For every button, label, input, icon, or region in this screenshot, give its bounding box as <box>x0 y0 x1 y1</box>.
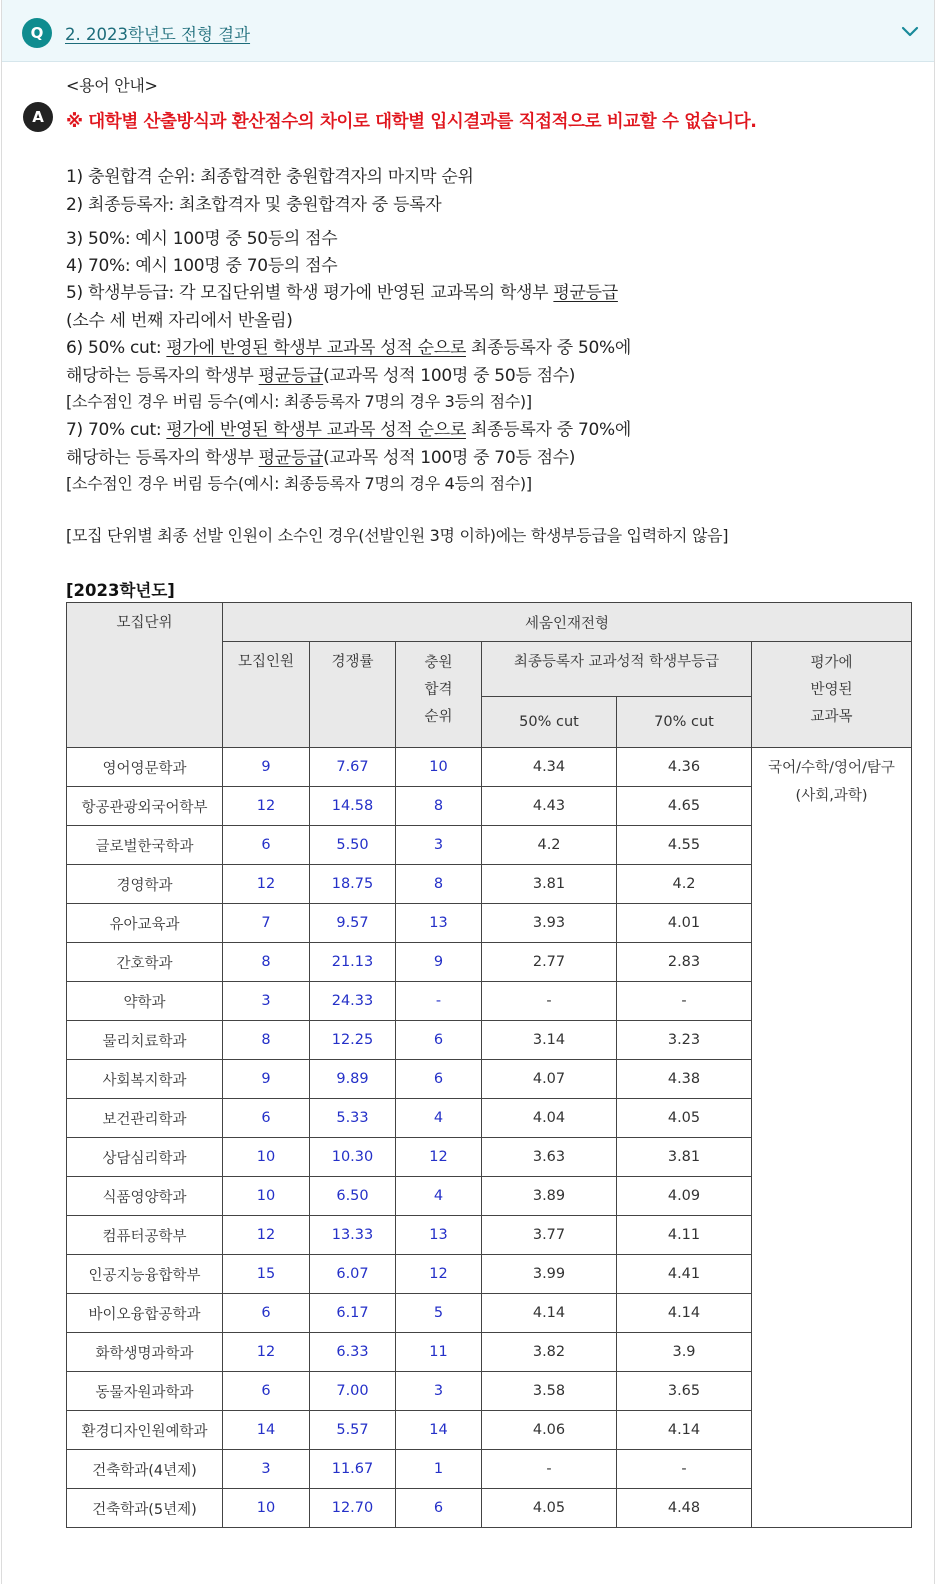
quota-cell: 6 <box>223 1372 310 1411</box>
cut50-cell: 3.89 <box>482 1177 617 1216</box>
unit-cell: 인공지능융합학부 <box>67 1255 223 1294</box>
rank-cell: 6 <box>396 1021 482 1060</box>
header-50cut: 50% cut <box>482 697 617 748</box>
definition-6: 6) 50% cut: 평가에 반영된 학생부 교과목 성적 순으로 최종등록자 중 50%에 <box>66 338 632 358</box>
definition-2: 2) 최종등록자: 최초합격자 및 충원합격자 중 등록자 <box>66 195 442 215</box>
quota-cell: 6 <box>223 1294 310 1333</box>
cut70-cell: 4.01 <box>617 904 752 943</box>
table-row <box>67 748 912 787</box>
rate-cell: 24.33 <box>310 982 396 1021</box>
rank-cell: 12 <box>396 1138 482 1177</box>
unit-cell: 보건관리학과 <box>67 1099 223 1138</box>
definition-5-note: (소수 세 번째 자리에서 반올림) <box>66 311 293 331</box>
question-title[interactable]: 2. 2023학년도 전형 결과 <box>65 25 251 44</box>
cut50-cell: 4.43 <box>482 787 617 826</box>
cut50-cell: 3.93 <box>482 904 617 943</box>
rate-cell: 6.07 <box>310 1255 396 1294</box>
rate-cell: 7.00 <box>310 1372 396 1411</box>
unit-cell: 항공관광외국어학부 <box>67 787 223 826</box>
quota-cell: 9 <box>223 1060 310 1099</box>
header-subject: 평가에 반영된 교과목 <box>752 642 912 748</box>
definition-7-cont: 해당하는 등록자의 학생부 평균등급(교과목 성적 100명 중 70등 점수) <box>66 448 576 468</box>
cut50-cell: 3.58 <box>482 1372 617 1411</box>
cut50-cell: 3.77 <box>482 1216 617 1255</box>
definition-7-note: [소수점인 경우 버림 등수(예시: 최종등록자 7명의 경우 4등의 점수)] <box>66 474 532 493</box>
quota-cell: 6 <box>223 826 310 865</box>
unit-cell: 컴퓨터공학부 <box>67 1216 223 1255</box>
rate-cell: 21.13 <box>310 943 396 982</box>
rank-cell: 8 <box>396 787 482 826</box>
header-grade: 최종등록자 교과성적 학생부등급 <box>482 642 752 697</box>
header-70cut: 70% cut <box>617 697 752 748</box>
unit-cell: 영어영문학과 <box>67 748 223 787</box>
unit-cell: 물리치료학과 <box>67 1021 223 1060</box>
cut70-cell: 4.14 <box>617 1294 752 1333</box>
results-table <box>66 602 912 1528</box>
rate-cell: 12.70 <box>310 1489 396 1528</box>
rank-cell: 13 <box>396 1216 482 1255</box>
rank-cell: 4 <box>396 1177 482 1216</box>
header-rate: 경쟁률 <box>310 642 396 748</box>
cut50-cell: 3.63 <box>482 1138 617 1177</box>
rank-cell: 3 <box>396 826 482 865</box>
quota-cell: 15 <box>223 1255 310 1294</box>
cut50-cell: 4.04 <box>482 1099 617 1138</box>
header-unit: 모집단위 <box>67 603 223 748</box>
rate-cell: 5.33 <box>310 1099 396 1138</box>
rate-cell: 6.50 <box>310 1177 396 1216</box>
definition-3: 3) 50%: 예시 100명 중 50등의 점수 <box>66 229 338 249</box>
cut70-cell: 4.65 <box>617 787 752 826</box>
cut70-cell: 3.65 <box>617 1372 752 1411</box>
rank-cell: 6 <box>396 1489 482 1528</box>
rank-cell: 8 <box>396 865 482 904</box>
rate-cell: 5.57 <box>310 1411 396 1450</box>
quota-cell: 8 <box>223 1021 310 1060</box>
rate-cell: 6.33 <box>310 1333 396 1372</box>
question-badge: Q <box>22 18 52 48</box>
definition-7: 7) 70% cut: 평가에 반영된 학생부 교과목 성적 순으로 최종등록자 중 70%에 <box>66 420 632 440</box>
rank-cell: 11 <box>396 1333 482 1372</box>
rate-cell: 18.75 <box>310 865 396 904</box>
cut70-cell: 4.38 <box>617 1060 752 1099</box>
answer-badge: A <box>23 102 53 132</box>
rate-cell: 7.67 <box>310 748 396 787</box>
cut50-cell: - <box>482 1450 617 1489</box>
quota-cell: 12 <box>223 1333 310 1372</box>
definition-5: 5) 학생부등급: 각 모집단위별 학생 평가에 반영된 교과목의 학생부 평균등급 <box>66 283 618 303</box>
cut70-cell: 3.81 <box>617 1138 752 1177</box>
definition-1: 1) 충원합격 순위: 최종합격한 충원합격자의 마지막 순위 <box>66 167 474 187</box>
quota-cell: 12 <box>223 865 310 904</box>
year-heading: [2023학년도] <box>66 581 175 600</box>
cut70-cell: 4.48 <box>617 1489 752 1528</box>
cut70-cell: 2.83 <box>617 943 752 982</box>
rate-cell: 5.50 <box>310 826 396 865</box>
cut50-cell: 4.05 <box>482 1489 617 1528</box>
subject-cell: 국어/수학/영어/탐구 (사회,과학) <box>752 748 912 1528</box>
rate-cell: 12.25 <box>310 1021 396 1060</box>
rate-cell: 6.17 <box>310 1294 396 1333</box>
header-rank: 충원 합격 순위 <box>396 642 482 748</box>
cut70-cell: 4.11 <box>617 1216 752 1255</box>
cut70-cell: 4.36 <box>617 748 752 787</box>
quota-cell: 14 <box>223 1411 310 1450</box>
rank-cell: 10 <box>396 748 482 787</box>
cut50-cell: 4.07 <box>482 1060 617 1099</box>
warning-text: ※ 대학별 산출방식과 환산점수의 차이로 대학별 입시결과를 직접적으로 비교할 수 없습니다. <box>66 112 757 132</box>
unit-cell: 건축학과(5년제) <box>67 1489 223 1528</box>
cut50-cell: 3.14 <box>482 1021 617 1060</box>
quota-cell: 7 <box>223 904 310 943</box>
rank-cell: - <box>396 982 482 1021</box>
unit-cell: 글로벌한국학과 <box>67 826 223 865</box>
unit-cell: 바이오융합공학과 <box>67 1294 223 1333</box>
rate-cell: 10.30 <box>310 1138 396 1177</box>
definition-4: 4) 70%: 예시 100명 중 70등의 점수 <box>66 256 338 276</box>
cut50-cell: 3.81 <box>482 865 617 904</box>
cut70-cell: 4.05 <box>617 1099 752 1138</box>
cut50-cell: 4.14 <box>482 1294 617 1333</box>
unit-cell: 환경디자인원예학과 <box>67 1411 223 1450</box>
cut70-cell: 4.09 <box>617 1177 752 1216</box>
rank-cell: 1 <box>396 1450 482 1489</box>
quota-cell: 9 <box>223 748 310 787</box>
header-quota: 모집인원 <box>223 642 310 748</box>
unit-cell: 약학과 <box>67 982 223 1021</box>
unit-cell: 건축학과(4년제) <box>67 1450 223 1489</box>
quota-cell: 10 <box>223 1489 310 1528</box>
quota-cell: 12 <box>223 787 310 826</box>
cut70-cell: - <box>617 982 752 1021</box>
quota-cell: 10 <box>223 1177 310 1216</box>
cut50-cell: 4.06 <box>482 1411 617 1450</box>
cut50-cell: 3.99 <box>482 1255 617 1294</box>
unit-cell: 상담심리학과 <box>67 1138 223 1177</box>
question-header[interactable] <box>2 0 934 62</box>
rate-cell: 13.33 <box>310 1216 396 1255</box>
cut50-cell: - <box>482 982 617 1021</box>
cut70-cell: 3.9 <box>617 1333 752 1372</box>
rank-cell: 4 <box>396 1099 482 1138</box>
unit-cell: 화학생명과학과 <box>67 1333 223 1372</box>
rate-cell: 14.58 <box>310 787 396 826</box>
rank-cell: 12 <box>396 1255 482 1294</box>
quota-cell: 8 <box>223 943 310 982</box>
quota-cell: 6 <box>223 1099 310 1138</box>
definition-6-cont: 해당하는 등록자의 학생부 평균등급(교과목 성적 100명 중 50등 점수) <box>66 366 576 386</box>
rank-cell: 5 <box>396 1294 482 1333</box>
rate-cell: 9.89 <box>310 1060 396 1099</box>
cut70-cell: 4.55 <box>617 826 752 865</box>
rate-cell: 9.57 <box>310 904 396 943</box>
quota-cell: 12 <box>223 1216 310 1255</box>
unit-cell: 유아교육과 <box>67 904 223 943</box>
unit-cell: 간호학과 <box>67 943 223 982</box>
cut70-cell: 3.23 <box>617 1021 752 1060</box>
rank-cell: 14 <box>396 1411 482 1450</box>
header-group: 세움인재전형 <box>223 603 912 642</box>
rank-cell: 6 <box>396 1060 482 1099</box>
selection-note: [모집 단위별 최종 선발 인원이 소수인 경우(선발인원 3명 이하)에는 학생부등급을 입력하지 않음] <box>66 526 729 545</box>
unit-cell: 동물자원과학과 <box>67 1372 223 1411</box>
cut70-cell: 4.41 <box>617 1255 752 1294</box>
chevron-down-icon[interactable] <box>900 22 920 42</box>
rank-cell: 9 <box>396 943 482 982</box>
rate-cell: 11.67 <box>310 1450 396 1489</box>
cut50-cell: 3.82 <box>482 1333 617 1372</box>
unit-cell: 사회복지학과 <box>67 1060 223 1099</box>
cut70-cell: 4.14 <box>617 1411 752 1450</box>
rank-cell: 3 <box>396 1372 482 1411</box>
rank-cell: 13 <box>396 904 482 943</box>
cut70-cell: - <box>617 1450 752 1489</box>
unit-cell: 식품영양학과 <box>67 1177 223 1216</box>
cut50-cell: 4.2 <box>482 826 617 865</box>
quota-cell: 10 <box>223 1138 310 1177</box>
unit-cell: 경영학과 <box>67 865 223 904</box>
quota-cell: 3 <box>223 982 310 1021</box>
faq-item <box>1 0 935 1584</box>
cut70-cell: 4.2 <box>617 865 752 904</box>
cut50-cell: 2.77 <box>482 943 617 982</box>
guide-heading: <용어 안내> <box>66 76 158 95</box>
quota-cell: 3 <box>223 1450 310 1489</box>
cut50-cell: 4.34 <box>482 748 617 787</box>
definition-6-note: [소수점인 경우 버림 등수(예시: 최종등록자 7명의 경우 3등의 점수)] <box>66 392 532 411</box>
